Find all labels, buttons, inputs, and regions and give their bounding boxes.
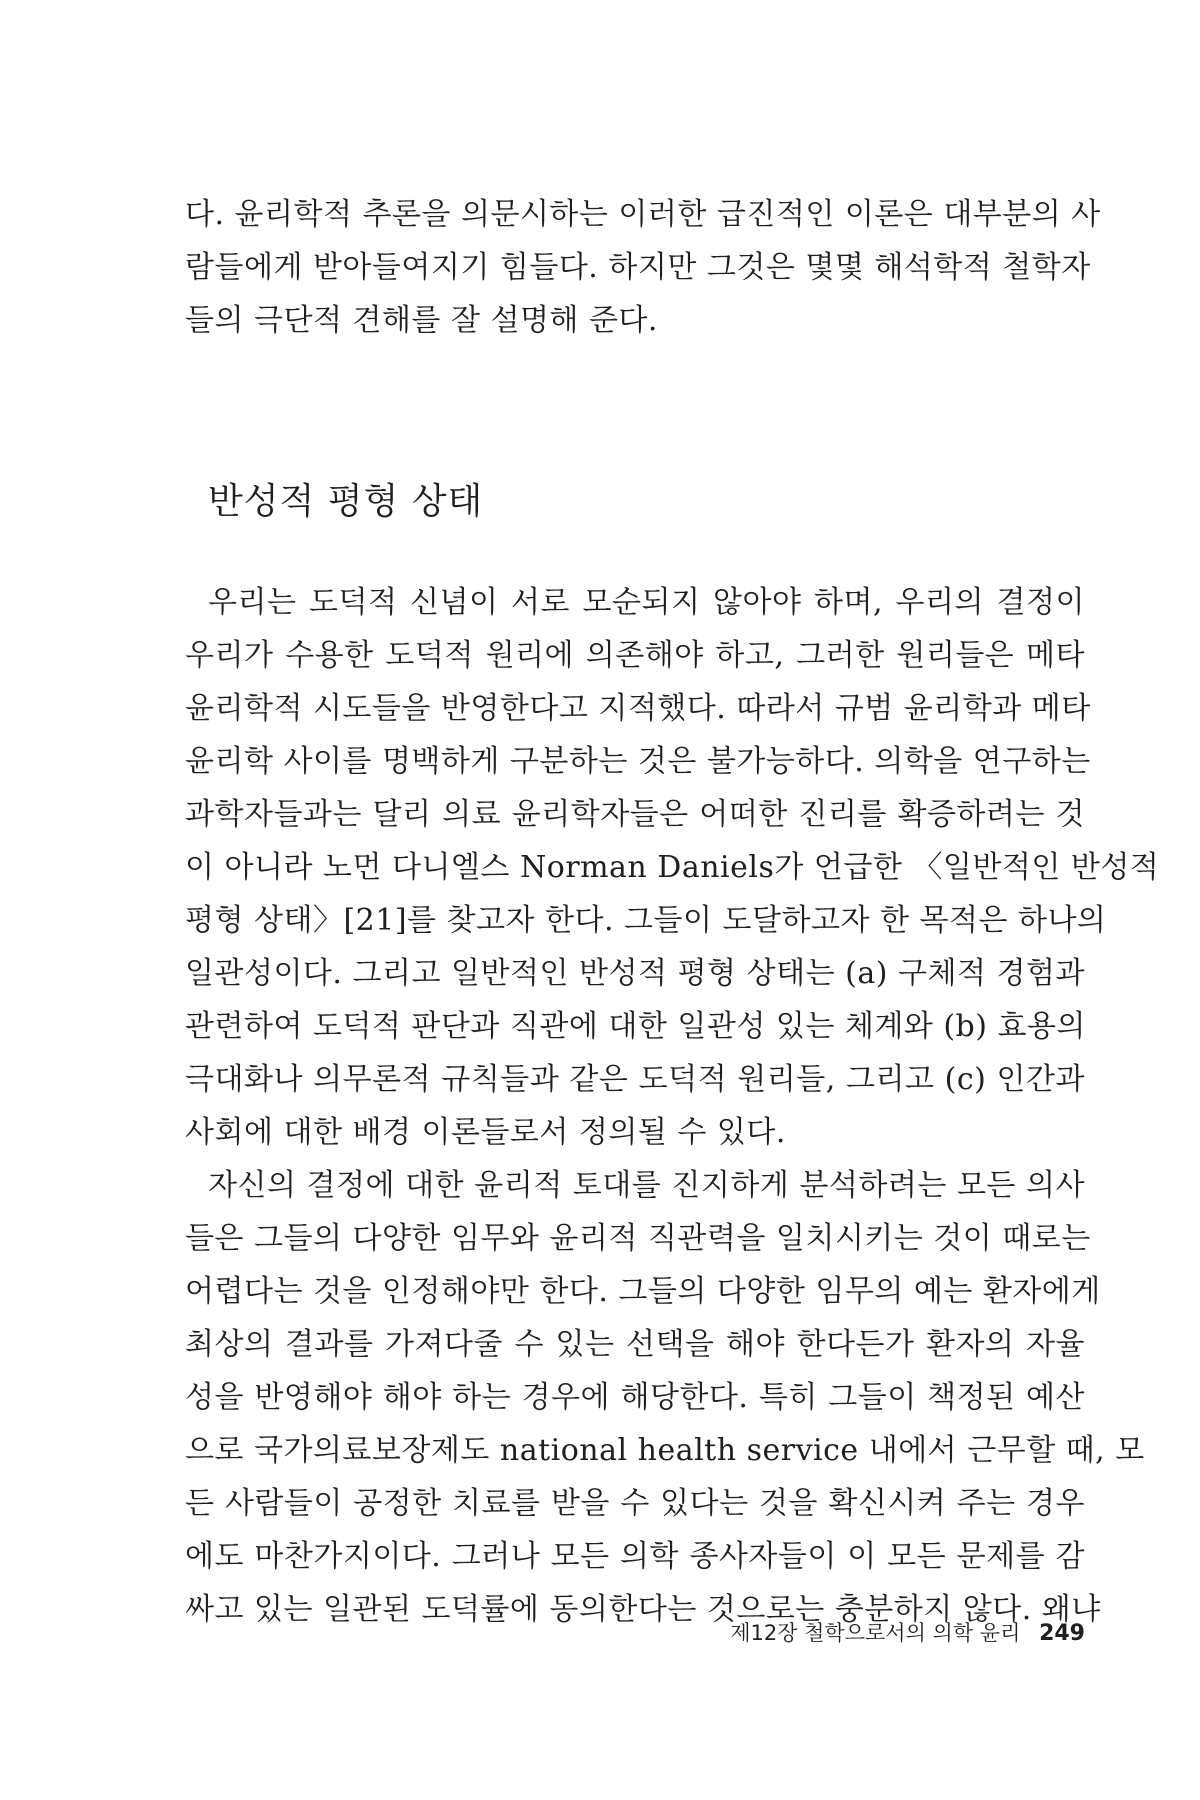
text-line: 이 아니라 노먼 다니엘스 Norman Daniels가 언급한 〈일반적인 반성적 — [185, 850, 1160, 885]
page-number: 249 — [1039, 1621, 1085, 1646]
text-line: 성을 반영해야 해야 하는 경우에 해당한다. 특히 그들이 책정된 예산 — [185, 1380, 1085, 1415]
text-line: 들의 극단적 견해를 잘 설명해 준다. — [185, 303, 658, 338]
text-line: 극대화나 의무론적 규칙들과 같은 도덕적 원리들, 그리고 (c) 인간과 — [185, 1062, 1085, 1097]
text-line: 우리가 수용한 도덕적 원리에 의존해야 하고, 그러한 원리들은 메타 — [185, 638, 1085, 673]
text-line: 다. 윤리학적 추론을 의문시하는 이러한 급진적인 이론은 대부분의 사 — [185, 197, 1101, 232]
text-line: 사회에 대한 배경 이론들로서 정의될 수 있다. — [185, 1115, 786, 1150]
section-heading: 반성적 평형 상태 — [208, 481, 484, 522]
text-line: 윤리학 사이를 명백하게 구분하는 것은 불가능하다. 의학을 연구하는 — [185, 744, 1091, 779]
text-line: 든 사람들이 공정한 치료를 받을 수 있다는 것을 확신시켜 주는 경우 — [185, 1486, 1085, 1521]
text-line: 람들에게 받아들여지기 힘들다. 하지만 그것은 몇몇 해석학적 철학자 — [185, 250, 1091, 285]
text-line: 자신의 결정에 대한 윤리적 토대를 진지하게 분석하려는 모든 의사 — [208, 1168, 1085, 1203]
page-footer — [730, 1618, 1085, 1649]
text-line: 어렵다는 것을 인정해야만 한다. 그들의 다양한 임무의 예는 환자에게 — [185, 1274, 1101, 1309]
text-line: 일관성이다. 그리고 일반적인 반성적 평형 상태는 (a) 구체적 경험과 — [185, 956, 1085, 991]
text-line: 관련하여 도덕적 판단과 직관에 대한 일관성 있는 체계와 (b) 효용의 — [185, 1009, 1086, 1044]
text-line: 평형 상태〉[21]를 찾고자 한다. 그들이 도달하고자 한 목적은 하나의 — [185, 903, 1107, 938]
text-line: 윤리학적 시도들을 반영한다고 지적했다. 따라서 규범 윤리학과 메타 — [185, 691, 1091, 726]
text-line: 최상의 결과를 가져다줄 수 있는 선택을 해야 한다든가 환자의 자율 — [185, 1327, 1085, 1362]
text-line: 으로 국가의료보장제도 national health service 내에서 근무할 때, 모 — [185, 1433, 1145, 1468]
text-line: 과학자들과는 달리 의료 윤리학자들은 어떠한 진리를 확증하려는 것 — [185, 797, 1085, 832]
text-line: 들은 그들의 다양한 임무와 윤리적 직관력을 일치시키는 것이 때로는 — [185, 1221, 1091, 1256]
chapter-title: 제12장 철학으로서의 의학 윤리 — [730, 1621, 1021, 1645]
text-line: 에도 마찬가지이다. 그러나 모든 의학 종사자들이 이 모든 문제를 감 — [185, 1539, 1085, 1574]
text-line: 싸고 있는 일관된 도덕률에 동의한다는 것으로는 충분하지 않다. 왜냐 — [185, 1592, 1101, 1627]
text-line: 우리는 도덕적 신념이 서로 모순되지 않아야 하며, 우리의 결정이 — [208, 585, 1085, 620]
